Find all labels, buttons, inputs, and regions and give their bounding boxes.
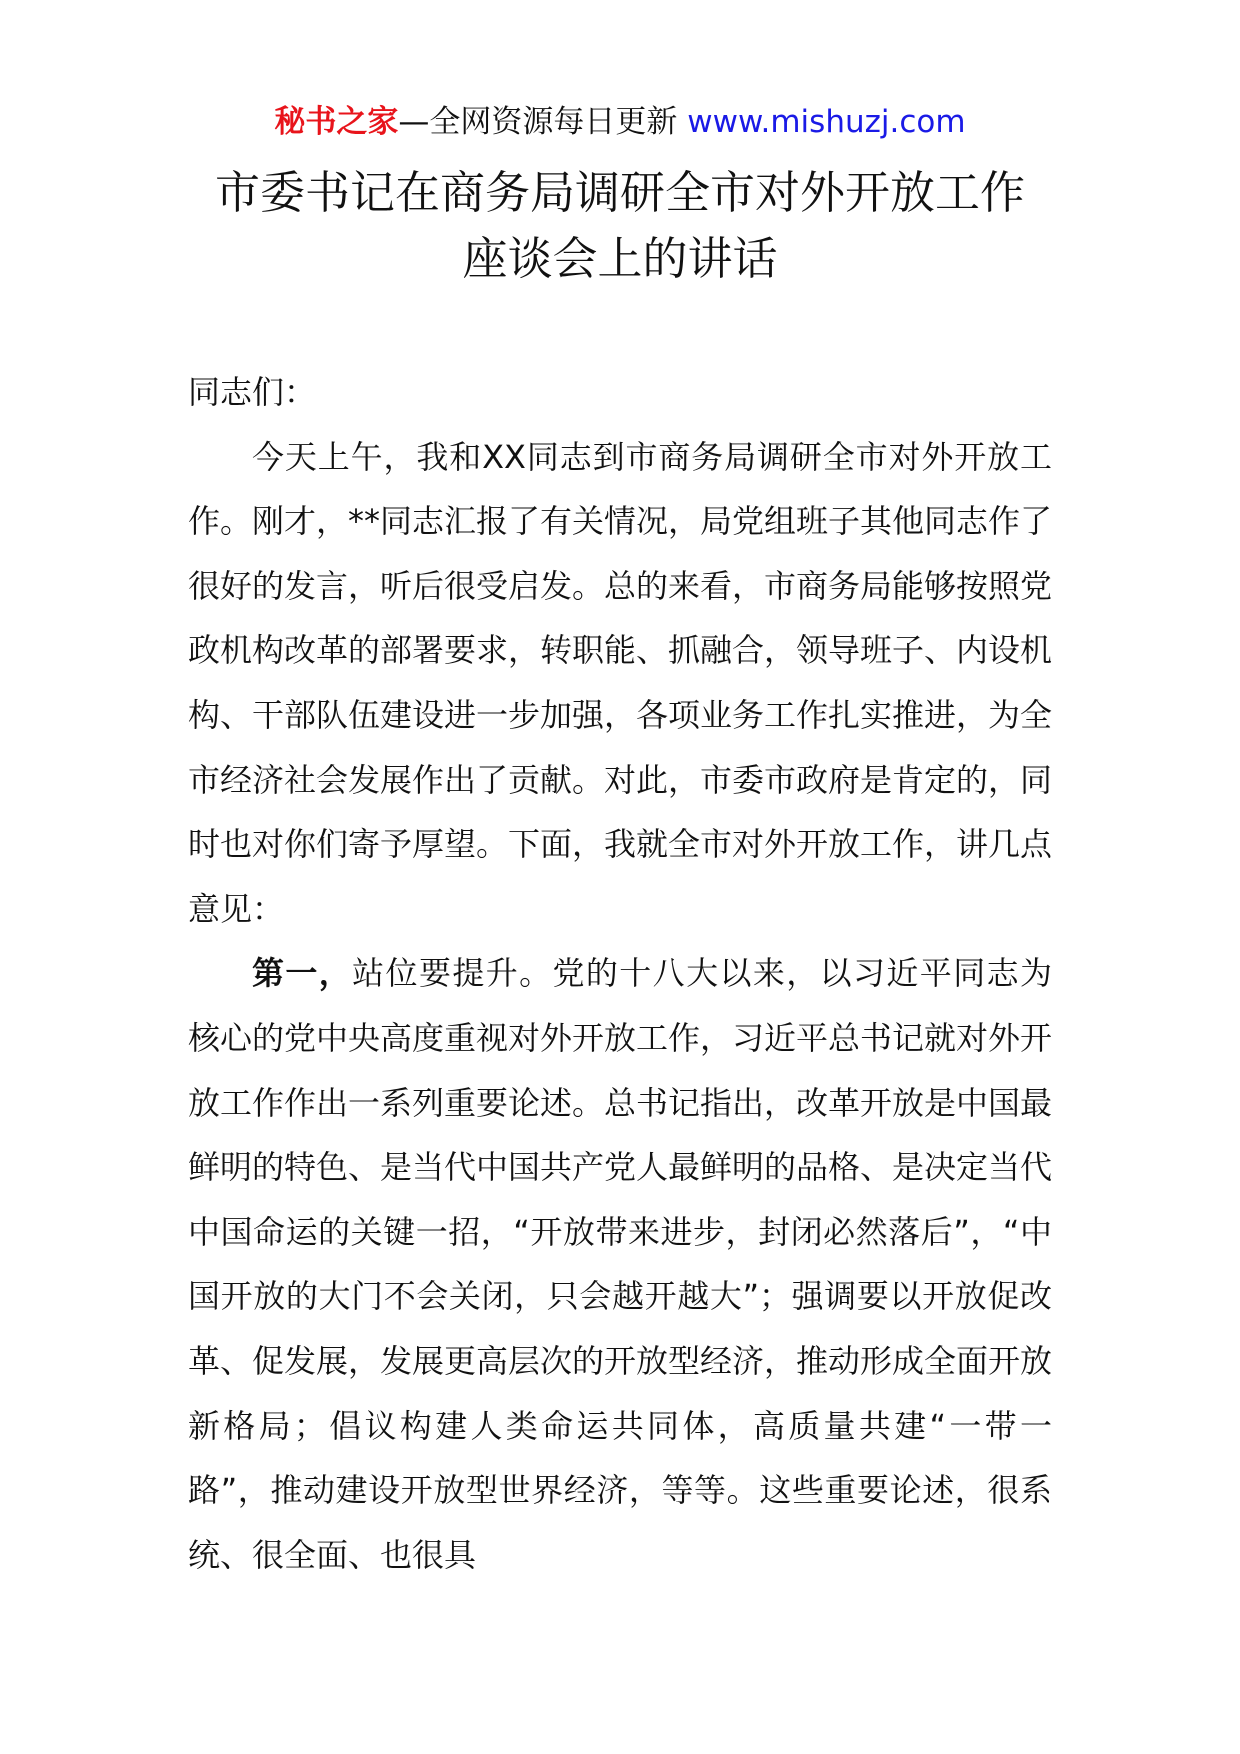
document-body	[188, 360, 1052, 1587]
paragraph-2-lead: 第一，	[252, 954, 353, 993]
paragraph-2	[188, 941, 1052, 1587]
header-brand: 秘书之家	[274, 104, 399, 140]
greeting: 同志们：	[188, 373, 317, 411]
document-title	[0, 160, 1240, 292]
header-url-link[interactable]: www.mishuzj.com	[687, 104, 966, 140]
title-line-2: 座谈会上的讲话	[462, 232, 778, 285]
header-slogan: —全网资源每日更新	[398, 104, 678, 140]
title-line-1: 市委书记在商务局调研全市对外开放工作	[214, 166, 1025, 219]
watermark-header	[0, 102, 1240, 142]
paragraph-2-text: 站位要提升。党的十八大以来，以习近平同志为核心的党中央高度重视对外开放工作，习近平总书记就对外开放工作作出一系列重要论述。总书记指出，改革开放是中国最鲜明的特色、是当代中国共产党人最鲜明的品格、是决定当代中国命运的关键一招，“开放带来进步，封闭必然落后”，“中国开放的大门不会关闭，只会越开越大”；强调要以开放促改革、促发展，发展更高层次的开放型经济，推动形成全面开放新格局；倡议构建人类命运共同体，高质量共建“一带一路”，推动建设开放型世界经济，等等。这些重要论述，很系统、很全面、也很具	[188, 954, 1053, 1574]
paragraph-1: 今天上午，我和XX同志到市商务局调研全市对外开放工作。刚才，**同志汇报了有关情况，局党组班子其他同志作了很好的发言，听后很受启发。总的来看，市商务局能够按照党政机构改革的部署要求，转职能、抓融合，领导班子、内设机构、干部队伍建设进一步加强，各项业务工作扎实推进，为全市经济社会发展作出了贡献。对此，市委市政府是肯定的，同时也对你们寄予厚望。下面，我就全市对外开放工作，讲几点意见：	[188, 437, 1053, 928]
